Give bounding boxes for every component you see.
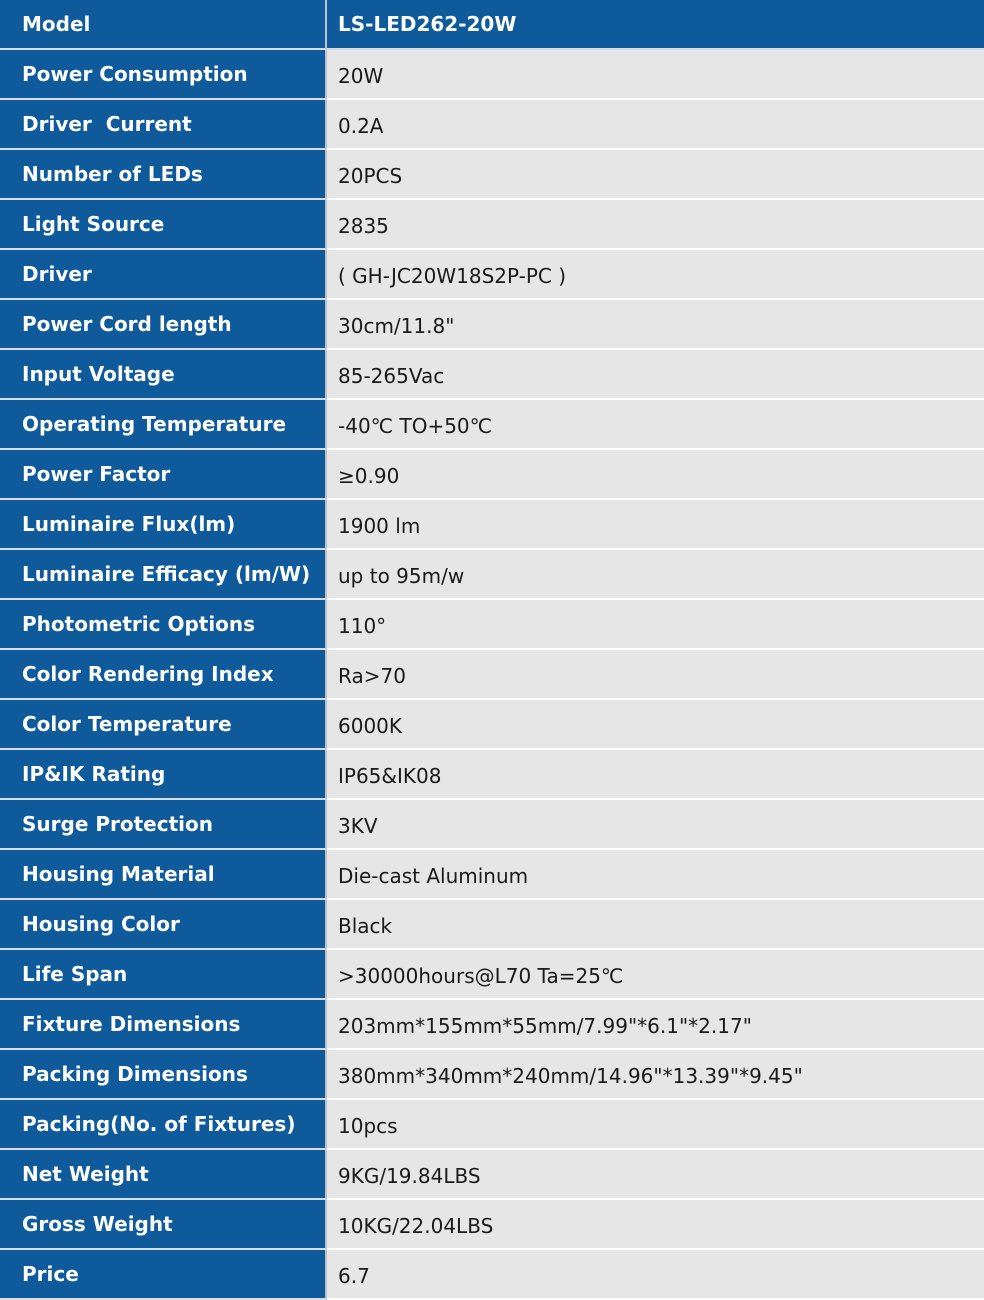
spec-label: Gross Weight [0,1200,327,1250]
spec-label: Life Span [0,950,327,1000]
spec-value: 110° [327,600,984,650]
spec-label: Input Voltage [0,350,327,400]
spec-label: Luminaire Efficacy (lm/W) [0,550,327,600]
spec-label: Housing Color [0,900,327,950]
spec-value: 6.7 [327,1250,984,1300]
spec-label: Housing Material [0,850,327,900]
header-value: LS-LED262-20W [327,0,984,50]
spec-label: Packing(No. of Fixtures) [0,1100,327,1150]
spec-label: Power Cord length [0,300,327,350]
spec-value: 0.2A [327,100,984,150]
spec-value: ≥0.90 [327,450,984,500]
spec-value: 10KG/22.04LBS [327,1200,984,1250]
spec-value: 3KV [327,800,984,850]
spec-label: Packing Dimensions [0,1050,327,1100]
spec-value: 20PCS [327,150,984,200]
spec-label: Power Consumption [0,50,327,100]
spec-label: Operating Temperature [0,400,327,450]
spec-label: Driver Current [0,100,327,150]
spec-value: 30cm/11.8" [327,300,984,350]
spec-label: Number of LEDs [0,150,327,200]
spec-value: up to 95m/w [327,550,984,600]
spec-value: 203mm*155mm*55mm/7.99"*6.1"*2.17" [327,1000,984,1050]
spec-label: Price [0,1250,327,1300]
spec-label: Surge Protection [0,800,327,850]
spec-value: Black [327,900,984,950]
spec-value: Ra>70 [327,650,984,700]
spec-value: 10pcs [327,1100,984,1150]
spec-value: Die-cast Aluminum [327,850,984,900]
spec-value: 380mm*340mm*240mm/14.96"*13.39"*9.45" [327,1050,984,1100]
spec-label: Power Factor [0,450,327,500]
spec-label: IP&IK Rating [0,750,327,800]
spec-value: 85-265Vac [327,350,984,400]
spec-label: Luminaire Flux(lm) [0,500,327,550]
spec-value: 1900 lm [327,500,984,550]
spec-label: Net Weight [0,1150,327,1200]
spec-value: 6000K [327,700,984,750]
spec-value: 9KG/19.84LBS [327,1150,984,1200]
spec-label: Color Rendering Index [0,650,327,700]
spec-label: Fixture Dimensions [0,1000,327,1050]
header-label: Model [0,0,327,50]
spec-label: Light Source [0,200,327,250]
spec-label: Color Temperature [0,700,327,750]
spec-value: >30000hours@L70 Ta=25℃ [327,950,984,1000]
spec-value: IP65&IK08 [327,750,984,800]
spec-value: ( GH-JC20W18S2P-PC ) [327,250,984,300]
spec-label: Driver [0,250,327,300]
spec-value: 20W [327,50,984,100]
spec-label: Photometric Options [0,600,327,650]
spec-value: -40℃ TO+50℃ [327,400,984,450]
spec-value: 2835 [327,200,984,250]
